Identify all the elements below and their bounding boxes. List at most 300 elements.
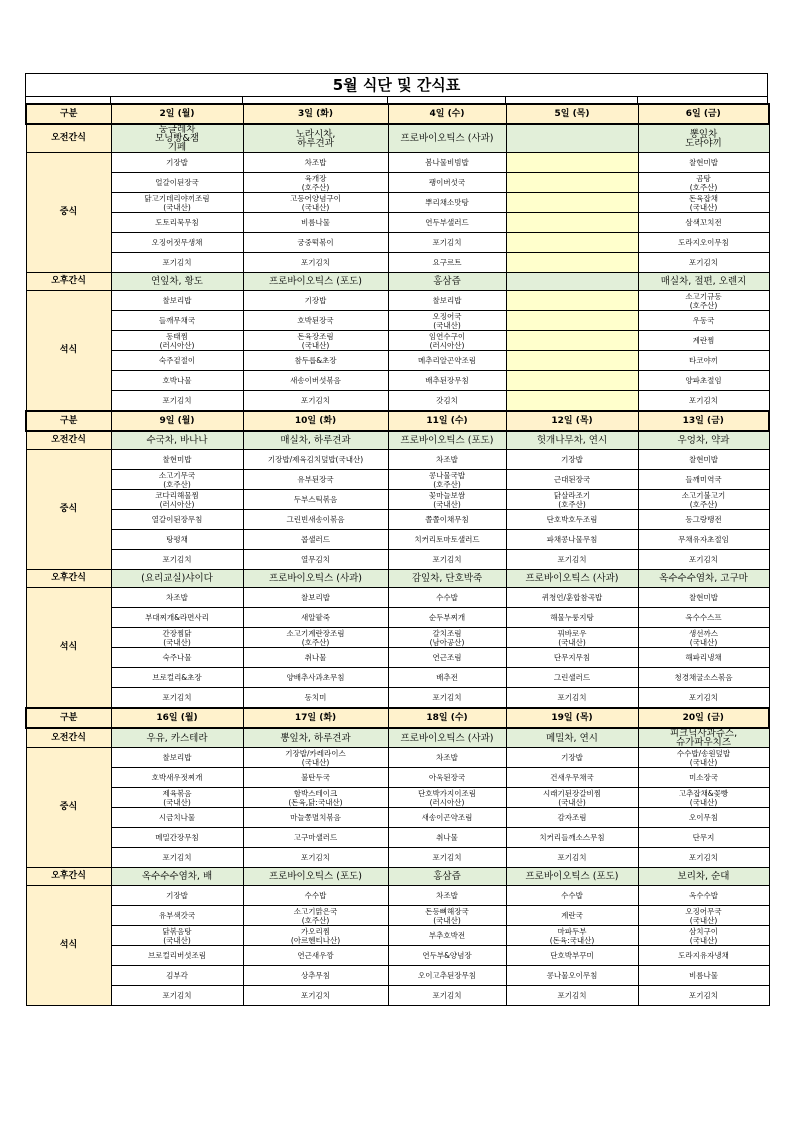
lunch-row (26, 193, 769, 213)
morning-snack-cell (388, 431, 506, 450)
lunch-cell (111, 510, 243, 530)
morning-snack-cell-text: 피크닉사과쥬스, 슈가파우치즈 (669, 728, 738, 748)
dinner-cell-text: 숙주겉절이 (158, 356, 196, 365)
afternoon-snack-cell-text: (요리교실)샤이다 (141, 573, 213, 584)
dinner-cell-text: 오이고추된장무침 (418, 971, 476, 980)
lunch-cell (638, 530, 769, 550)
lunch-cell-text: 단무지 (692, 833, 715, 842)
dinner-cell (388, 391, 506, 412)
lunch-cell (111, 828, 243, 848)
lunch-cell (388, 470, 506, 490)
dinner-cell (388, 648, 506, 668)
lunch-label (26, 450, 111, 570)
dinner-cell-text: 그린샐러드 (553, 673, 591, 682)
dinner-cell-text: 갓김치 (436, 396, 458, 405)
morning-snack-cell (388, 124, 506, 153)
afternoon-snack-cell (111, 570, 243, 588)
dinner-cell-text: 소고기계란장조림 (호주산) (286, 628, 345, 647)
lunch-cell-text: 수수밥/송원덮밥 (국내산) (676, 748, 731, 767)
dinner-label (26, 588, 111, 709)
lunch-cell-text: 오이무침 (689, 813, 718, 822)
lunch-cell-text: 탕평채 (166, 535, 188, 544)
lunch-cell (388, 510, 506, 530)
dinner-cell (638, 311, 769, 331)
dinner-cell-text: 메추리알곤약조림 (418, 356, 476, 365)
lunch-cell (111, 213, 243, 233)
lunch-label-text: 중식 (59, 207, 78, 217)
lunch-cell-text: 동그랑땡전 (685, 515, 722, 524)
lunch-cell (638, 510, 769, 530)
afternoon-snack-cell (506, 868, 638, 886)
dinner-cell (506, 371, 638, 391)
lunch-cell (388, 253, 506, 273)
morning-snack-cell (243, 124, 388, 153)
dinner-cell (506, 628, 638, 648)
day-header-text: 10일 (화) (294, 415, 337, 426)
afternoon-snack-cell (638, 273, 769, 291)
lunch-cell (638, 193, 769, 213)
lunch-cell-text: 치커리토마토샐러드 (414, 535, 480, 544)
afternoon-snack-label (26, 570, 111, 588)
lunch-cell-text: 아욱된장국 (428, 773, 466, 782)
lunch-cell (638, 808, 769, 828)
dinner-cell (388, 906, 506, 926)
lunch-cell-text: 포기김치 (162, 258, 192, 267)
day-header (388, 411, 506, 431)
dinner-cell-text: 브로컬리&초장 (152, 673, 202, 682)
day-header-text: 20일 (금) (682, 712, 724, 723)
afternoon-snack-cell (638, 570, 769, 588)
afternoon-snack-cell-text: 프로바이오틱스 (사과) (268, 573, 363, 584)
dinner-cell (243, 371, 388, 391)
lunch-cell (506, 788, 638, 808)
afternoon-snack-label-text: 오후간식 (51, 871, 86, 881)
afternoon-snack-cell-text: 프로바이오틱스 (포도) (268, 276, 363, 287)
lunch-cell-text: 찰현미밥 (162, 455, 192, 464)
dinner-cell (243, 946, 388, 966)
dinner-cell-text: 수수밥 (436, 593, 458, 602)
lunch-cell-text: 찰현미밥 (689, 158, 718, 167)
dinner-cell (111, 331, 243, 351)
lunch-cell (506, 848, 638, 868)
dinner-cell-text: 양파초절임 (685, 376, 722, 385)
dinner-cell (243, 588, 388, 608)
lunch-cell-text: 포기김치 (557, 555, 587, 564)
dinner-row (26, 351, 769, 371)
morning-snack-cell-text: 프로바이오틱스 (사과) (400, 133, 494, 144)
afternoon-snack-cell-text: 옥수수수염차, 고구마 (659, 573, 748, 584)
dinner-row (26, 946, 769, 966)
dinner-cell-text: 마파두부 (돈육:국내산) (549, 926, 595, 945)
dinner-row (26, 886, 769, 906)
morning-snack-cell-text: 수국차, 바나나 (146, 435, 208, 446)
lunch-cell (638, 788, 769, 808)
lunch-cell (111, 490, 243, 510)
dinner-cell-text: 계란국 (561, 911, 583, 920)
dinner-cell (638, 688, 769, 709)
lunch-row (26, 848, 769, 868)
lunch-cell-text: 열무김치 (301, 555, 330, 564)
page-title: 5월 식단 및 간식표 (25, 73, 768, 97)
morning-snack-cell (111, 124, 243, 153)
dinner-cell (243, 986, 388, 1006)
lunch-row (26, 768, 769, 788)
dinner-cell-text: 호박나물 (162, 376, 192, 385)
afternoon-snack-cell-text: 홍삼즙 (433, 871, 461, 882)
lunch-cell-text: 콥샐러드 (301, 535, 330, 544)
dinner-cell-text: 단무지무침 (553, 653, 591, 662)
menu-table-body (26, 104, 769, 1006)
week-header-row (26, 104, 769, 124)
lunch-cell (111, 550, 243, 570)
dinner-cell-text: 갈치조림 (남아공산) (429, 628, 465, 647)
dinner-cell-text: 브로컬리버섯조림 (148, 951, 206, 960)
dinner-cell-text: 찰보리밥 (162, 296, 192, 305)
lunch-cell-text: 제육볶음 (국내산) (162, 788, 192, 807)
category-label-text: 구분 (60, 712, 78, 723)
day-header (638, 411, 769, 431)
dinner-cell-text: 포기김치 (689, 693, 718, 702)
dinner-cell-text: 찰보리밥 (432, 296, 462, 305)
lunch-cell-text: 소고기무국 (호주산) (158, 470, 196, 489)
dinner-cell (506, 886, 638, 906)
morning-snack-cell-text: 헛개나무차, 연시 (536, 435, 608, 446)
lunch-cell (388, 490, 506, 510)
lunch-cell (243, 490, 388, 510)
dinner-cell (506, 966, 638, 986)
lunch-cell (111, 193, 243, 213)
dinner-cell-text: 새알팥죽 (301, 613, 330, 622)
dinner-cell-text: 포기김치 (162, 991, 192, 1000)
lunch-cell-text: 미소장국 (689, 773, 718, 782)
dinner-row (26, 966, 769, 986)
dinner-cell-text: 찰현미밥 (689, 593, 718, 602)
dinner-cell-text: 오징어무국 (국내산) (685, 906, 722, 925)
lunch-cell-text: 쫄쫄이채무침 (425, 515, 469, 524)
afternoon-snack-cell-text: 감잎차, 단호박죽 (411, 573, 483, 584)
lunch-cell (506, 748, 638, 768)
lunch-cell-text: 파채콩나물무침 (546, 535, 598, 544)
lunch-cell-text: 마늘쫑멸치볶음 (290, 813, 341, 822)
lunch-cell-text: 육개장 (호주산) (301, 173, 330, 192)
dinner-cell (638, 906, 769, 926)
morning-snack-label (26, 124, 111, 153)
day-header (388, 104, 506, 124)
dinner-cell-text: 포기김치 (557, 991, 587, 1000)
lunch-cell (506, 768, 638, 788)
lunch-row (26, 550, 769, 570)
lunch-cell (388, 808, 506, 828)
dinner-cell-text: 우동국 (692, 316, 715, 325)
dinner-row (26, 331, 769, 351)
dinner-cell (638, 628, 769, 648)
day-header-text: 6일 (금) (685, 108, 721, 119)
lunch-cell (243, 828, 388, 848)
day-header (638, 104, 769, 124)
dinner-cell (111, 371, 243, 391)
morning-snack-cell (243, 728, 388, 748)
dinner-row (26, 926, 769, 946)
lunch-cell-text: 포기김치 (162, 555, 192, 564)
morning-snack-cell (243, 431, 388, 450)
afternoon-snack-cell (506, 273, 638, 291)
dinner-cell (388, 628, 506, 648)
morning-snack-label (26, 728, 111, 748)
lunch-cell (638, 848, 769, 868)
lunch-cell (111, 450, 243, 470)
dinner-cell-text: 해물누룽지탕 (550, 613, 594, 622)
afternoon-snack-cell-text: 프로바이오틱스 (사과) (525, 573, 619, 584)
dinner-row (26, 906, 769, 926)
lunch-cell-text: 포기김치 (162, 853, 192, 862)
dinner-cell-text: 옥수수스프 (685, 613, 722, 622)
lunch-cell (111, 530, 243, 550)
lunch-cell (388, 748, 506, 768)
lunch-cell (388, 213, 506, 233)
afternoon-snack-cell (388, 868, 506, 886)
lunch-cell (111, 233, 243, 253)
dinner-cell (111, 966, 243, 986)
dinner-row (26, 628, 769, 648)
lunch-cell (638, 213, 769, 233)
dinner-cell-text: 차조밥 (436, 891, 458, 900)
dinner-cell-text: 순두부찌개 (428, 613, 466, 622)
category-label-text: 구분 (60, 415, 78, 426)
dinner-cell (506, 688, 638, 709)
dinner-label-text: 석식 (59, 345, 78, 355)
lunch-cell-text: 삼색꼬치전 (685, 218, 722, 227)
lunch-cell-text: 고등어양념구이 (국내산) (290, 193, 341, 212)
lunch-cell (638, 173, 769, 193)
dinner-row (26, 986, 769, 1006)
lunch-cell (243, 153, 388, 173)
dinner-row (26, 371, 769, 391)
dinner-cell-text: 콩나물오이무침 (546, 971, 598, 980)
dinner-cell-text: 수수밥 (561, 891, 583, 900)
lunch-cell (111, 253, 243, 273)
morning-snack-label-text: 오전간식 (51, 435, 86, 445)
dinner-cell (243, 906, 388, 926)
lunch-cell (638, 828, 769, 848)
dinner-cell-text: 비름나물 (689, 971, 718, 980)
morning-snack-cell-text: 노라시차, 하루견과 (295, 128, 336, 149)
dinner-cell (506, 311, 638, 331)
dinner-cell (243, 886, 388, 906)
dinner-cell-text: 가오리찜 (아르헨티나산) (290, 926, 341, 945)
dinner-cell-text: 배추전 (436, 673, 458, 682)
dinner-cell-text: 차조밥 (166, 593, 188, 602)
lunch-row (26, 490, 769, 510)
dinner-cell (506, 668, 638, 688)
lunch-cell (243, 530, 388, 550)
lunch-cell-text: 오징어젓무생채 (151, 238, 203, 247)
dinner-cell-text: 삼치구이 (국내산) (689, 926, 718, 945)
category-label (26, 411, 111, 431)
dinner-cell (638, 886, 769, 906)
day-header (111, 104, 243, 124)
lunch-row (26, 470, 769, 490)
lunch-row (26, 808, 769, 828)
dinner-cell-text: 수수밥 (304, 891, 327, 900)
lunch-cell (243, 173, 388, 193)
dinner-cell (638, 648, 769, 668)
lunch-cell-text: 포기김치 (301, 853, 330, 862)
dinner-cell-text: 타코야끼 (689, 356, 718, 365)
lunch-cell (243, 748, 388, 768)
afternoon-snack-cell-text: 프로바이오틱스 (포도) (525, 871, 619, 882)
dinner-cell-text: 간장찜닭 (국내산) (162, 628, 192, 647)
dinner-cell-text: 꿔바로우 (국내산) (557, 628, 587, 647)
dinner-cell-text: 연근새우깡 (297, 951, 334, 960)
dinner-cell-text: 유부색갓국 (158, 911, 196, 920)
lunch-cell (638, 490, 769, 510)
lunch-cell (638, 153, 769, 173)
lunch-cell-text: 감자조림 (557, 813, 587, 822)
lunch-cell-text: 기장밥 (561, 455, 583, 464)
lunch-cell (243, 470, 388, 490)
dinner-cell-text: 소고기규동 (호주산) (685, 291, 722, 310)
lunch-cell-text: 시래기된장갈비찜 (국내산) (543, 788, 601, 807)
lunch-cell-text: 찰현미밥 (689, 455, 718, 464)
dinner-cell (243, 311, 388, 331)
dinner-cell (638, 946, 769, 966)
afternoon-snack-cell (243, 273, 388, 291)
dinner-cell (111, 946, 243, 966)
morning-snack-cell (111, 728, 243, 748)
dinner-cell-text: 연두부&양념장 (422, 951, 472, 960)
lunch-cell (388, 173, 506, 193)
dinner-cell-text: 포기김치 (432, 991, 462, 1000)
lunch-cell-text: 함박스테이크 (돈육,닭:국내산) (288, 788, 343, 807)
day-header-text: 11일 (수) (426, 415, 468, 426)
day-header-text: 4일 (수) (429, 108, 465, 119)
dinner-cell-text: 동태찜 (러시아산) (159, 331, 195, 350)
dinner-cell-text: 숙주나물 (162, 653, 192, 662)
dinner-cell-text: 생선까스 (국내산) (689, 628, 718, 647)
day-header-text: 13일 (금) (682, 415, 724, 426)
lunch-cell-text: 비름나물 (301, 218, 330, 227)
morning-snack-cell-text: 매실차, 하루견과 (280, 435, 351, 446)
dinner-cell (506, 946, 638, 966)
lunch-cell (638, 550, 769, 570)
dinner-cell (638, 351, 769, 371)
dinner-cell (388, 946, 506, 966)
lunch-cell (506, 470, 638, 490)
dinner-cell (243, 628, 388, 648)
lunch-cell (111, 808, 243, 828)
dinner-cell (638, 588, 769, 608)
lunch-cell-text: 취나물 (436, 833, 458, 842)
lunch-cell-text: 근대된장국 (553, 475, 591, 484)
lunch-cell (388, 530, 506, 550)
dinner-row (26, 588, 769, 608)
lunch-cell (506, 490, 638, 510)
dinner-cell-text: 기장밥 (304, 296, 327, 305)
day-header-text: 9일 (월) (159, 415, 195, 426)
lunch-cell-text: 단호박호두조림 (546, 515, 598, 524)
dinner-cell (243, 648, 388, 668)
afternoon-snack-cell (243, 868, 388, 886)
dinner-label (26, 291, 111, 412)
afternoon-snack-label (26, 868, 111, 886)
lunch-cell (111, 748, 243, 768)
dinner-cell (388, 886, 506, 906)
afternoon-snack-row (26, 273, 769, 291)
lunch-cell-text: 봄나물비빔밥 (425, 158, 469, 167)
dinner-cell-text: 임연수구이 (러시아산) (428, 331, 466, 350)
dinner-cell (111, 351, 243, 371)
dinner-row (26, 608, 769, 628)
lunch-cell (111, 768, 243, 788)
dinner-cell-text: 배추된장무침 (425, 376, 469, 385)
day-header-text: 17일 (화) (294, 712, 337, 723)
lunch-label (26, 153, 111, 273)
week-header-row (26, 708, 769, 728)
lunch-cell (111, 173, 243, 193)
dinner-cell-text: 부추호박전 (428, 931, 466, 940)
lunch-cell (638, 253, 769, 273)
dinner-cell-text: 상추무침 (301, 971, 330, 980)
dinner-cell (243, 688, 388, 709)
dinner-cell-text: 연근조림 (432, 653, 462, 662)
dinner-cell (243, 926, 388, 946)
lunch-cell (388, 848, 506, 868)
morning-snack-cell-text: 뽕잎차, 하루견과 (280, 732, 351, 744)
day-header (111, 708, 243, 728)
dinner-cell-text: 김부각 (166, 971, 188, 980)
afternoon-snack-label-text: 오후간식 (51, 276, 86, 286)
lunch-cell (243, 213, 388, 233)
dinner-label (26, 886, 111, 1006)
lunch-cell-text: 고구마샐러드 (293, 833, 338, 842)
lunch-cell (638, 768, 769, 788)
day-header-text: 12일 (목) (551, 415, 593, 426)
dinner-cell (388, 371, 506, 391)
dinner-cell-text: 포기김치 (301, 991, 330, 1000)
lunch-cell-text: 닭살라조기 (호주산) (553, 490, 591, 509)
dinner-cell-text: 포기김치 (689, 396, 718, 405)
lunch-cell-text: 두부스틱볶음 (293, 495, 338, 504)
dinner-cell-text: 들깨무채국 (158, 316, 196, 325)
dinner-cell (638, 986, 769, 1006)
dinner-cell-text: 포기김치 (557, 693, 587, 702)
lunch-cell-text: 새송이곤약조림 (421, 813, 473, 822)
lunch-cell-text: 뿌리채소맛탕 (425, 198, 469, 207)
dinner-cell-text: 옥수수밥 (689, 891, 718, 900)
day-header (243, 104, 388, 124)
morning-snack-label-text: 오전간식 (51, 133, 86, 143)
lunch-cell (388, 233, 506, 253)
lunch-cell-text: 연두부샐러드 (425, 218, 469, 227)
lunch-cell (506, 828, 638, 848)
lunch-cell-text: 포기김치 (689, 258, 718, 267)
afternoon-snack-cell-text: 프로바이오틱스 (포도) (268, 871, 363, 882)
lunch-cell (243, 233, 388, 253)
day-header (506, 104, 638, 124)
menu-sheet (25, 73, 768, 1006)
lunch-cell-text: 고추잡채&꽃빵 (국내산) (678, 788, 729, 807)
afternoon-snack-label-text: 오후간식 (51, 573, 86, 583)
lunch-cell-text: 차조밥 (436, 455, 458, 464)
dinner-cell (388, 588, 506, 608)
dinner-cell (243, 351, 388, 371)
dinner-cell (111, 906, 243, 926)
dinner-cell (506, 331, 638, 351)
dinner-cell-text: 소고기맑은국 (호주산) (293, 906, 338, 925)
dinner-cell-text: 부대찌개&라면사리 (145, 613, 209, 622)
dinner-cell (243, 331, 388, 351)
lunch-cell-text: 팽이버섯국 (428, 178, 466, 187)
